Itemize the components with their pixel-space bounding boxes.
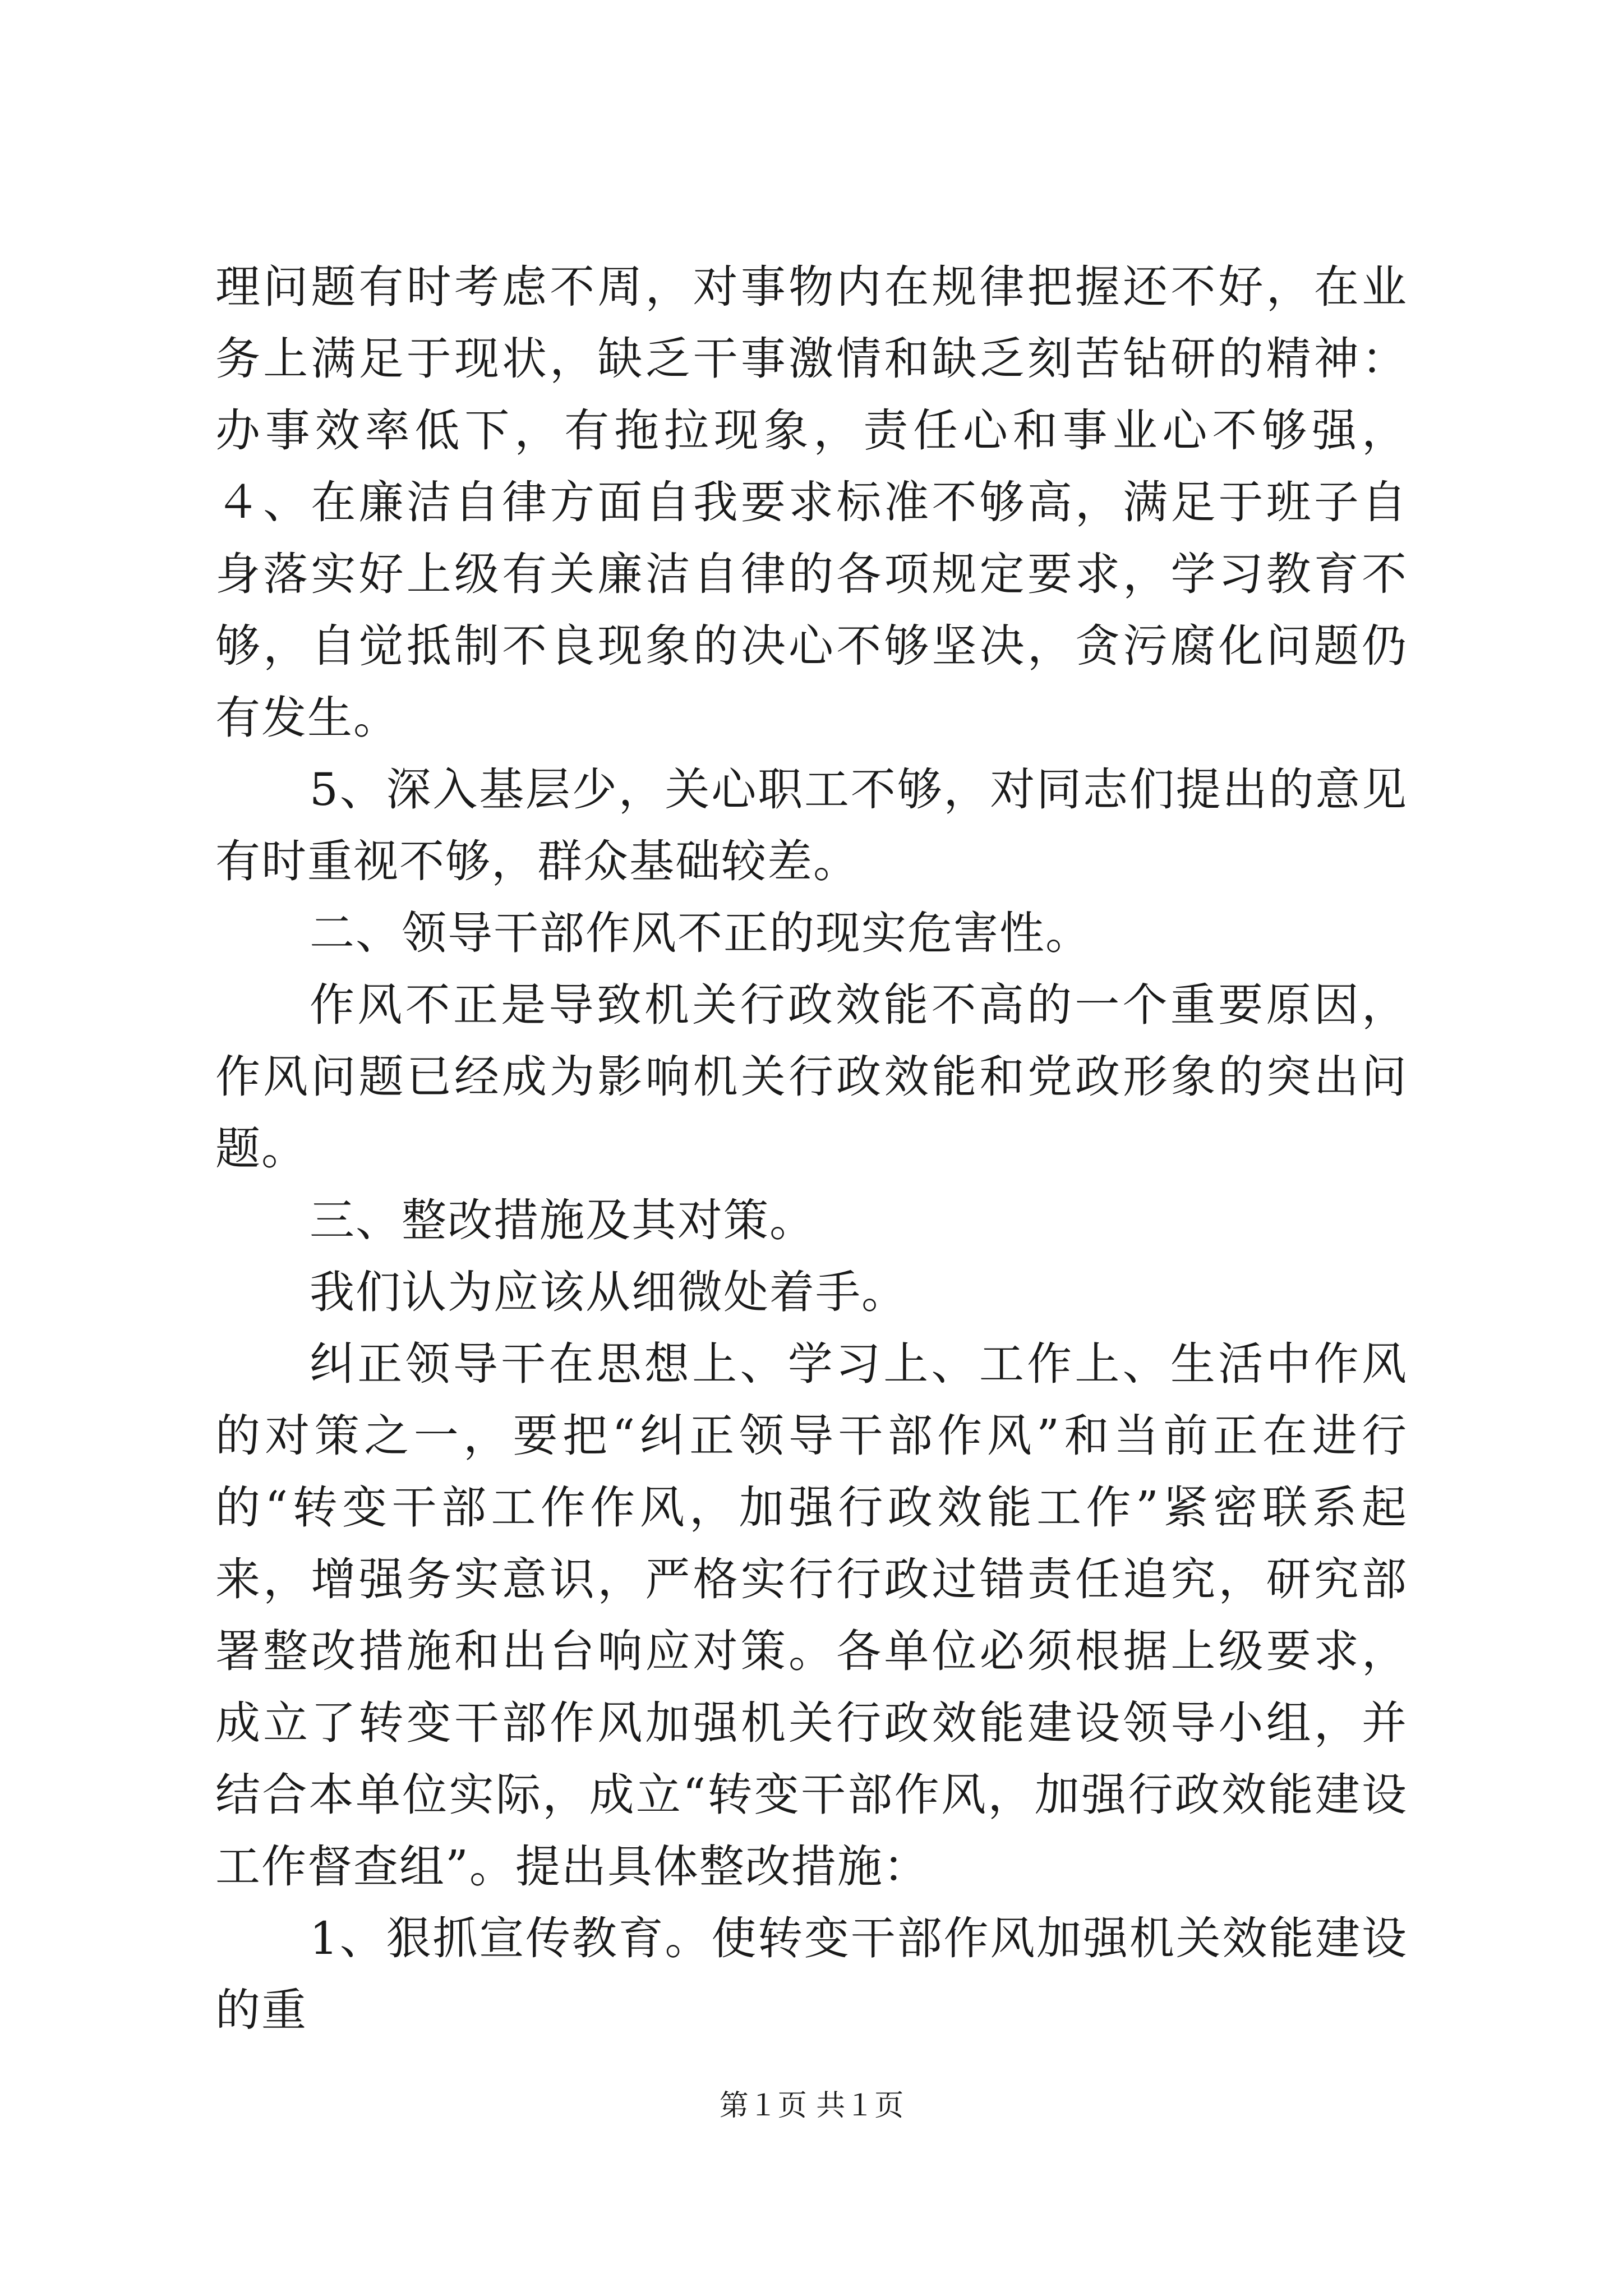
section-heading-3: 三、整改措施及其对策。 — [310, 1194, 815, 1246]
page-number-footer: 第１页 共１页 — [719, 2089, 904, 2123]
paragraph-section-2-body: 作风不正是导致机关行政效能不高的一个重要原因，作风问题已经成为影响机关行政效能和党政形象的突出问题。 — [215, 979, 1408, 1175]
document-body — [215, 251, 1408, 2046]
paragraph-measure-1: 1、狠抓宣传教育。使转变干部作风加强机关效能建设的重 — [215, 1912, 1408, 2036]
paragraph-continuation: 理问题有时考虑不周，对事物内在规律把握还不好，在业务上满足于现状，缺乏干事激情和缺乏刻苦钻研的精神：办事效率低下，有拖拉现象，责任心和事业心不够强，４、在廉洁自律方面自我要求标准不够高，满足于班子自身落实好上级有关廉洁自律的各项规定要求，学习教育不够，自觉抵制不良现象的决心不够坚决，贪污腐化问题仍有发生。 — [215, 261, 1408, 744]
paragraph-section-3-body: 纠正领导干在思想上、学习上、工作上、生活中作风的对策之一，要把“纠正领导干部作风”和当前正在进行的“转变干部工作作风，加强行政效能工作”紧密联系起来，增强务实意识，严格实行行政过错责任追究，研究部署整改措施和出台响应对策。各单位必须根据上级要求，成立了转变干部作风加强机关行政效能建设领导小组，并结合本单位实际，成立“转变干部作风，加强行政效能建设工作督查组”。提出具体整改措施： — [215, 1338, 1408, 1893]
paragraph-item-5: 5、深入基层少，关心职工不够，对同志们提出的意见有时重视不够，群众基础较差。 — [215, 763, 1408, 887]
section-heading-2: 二、领导干部作风不正的现实危害性。 — [310, 907, 1091, 959]
paragraph-section-3-intro: 我们认为应该从细微处着手。 — [310, 1266, 907, 1318]
